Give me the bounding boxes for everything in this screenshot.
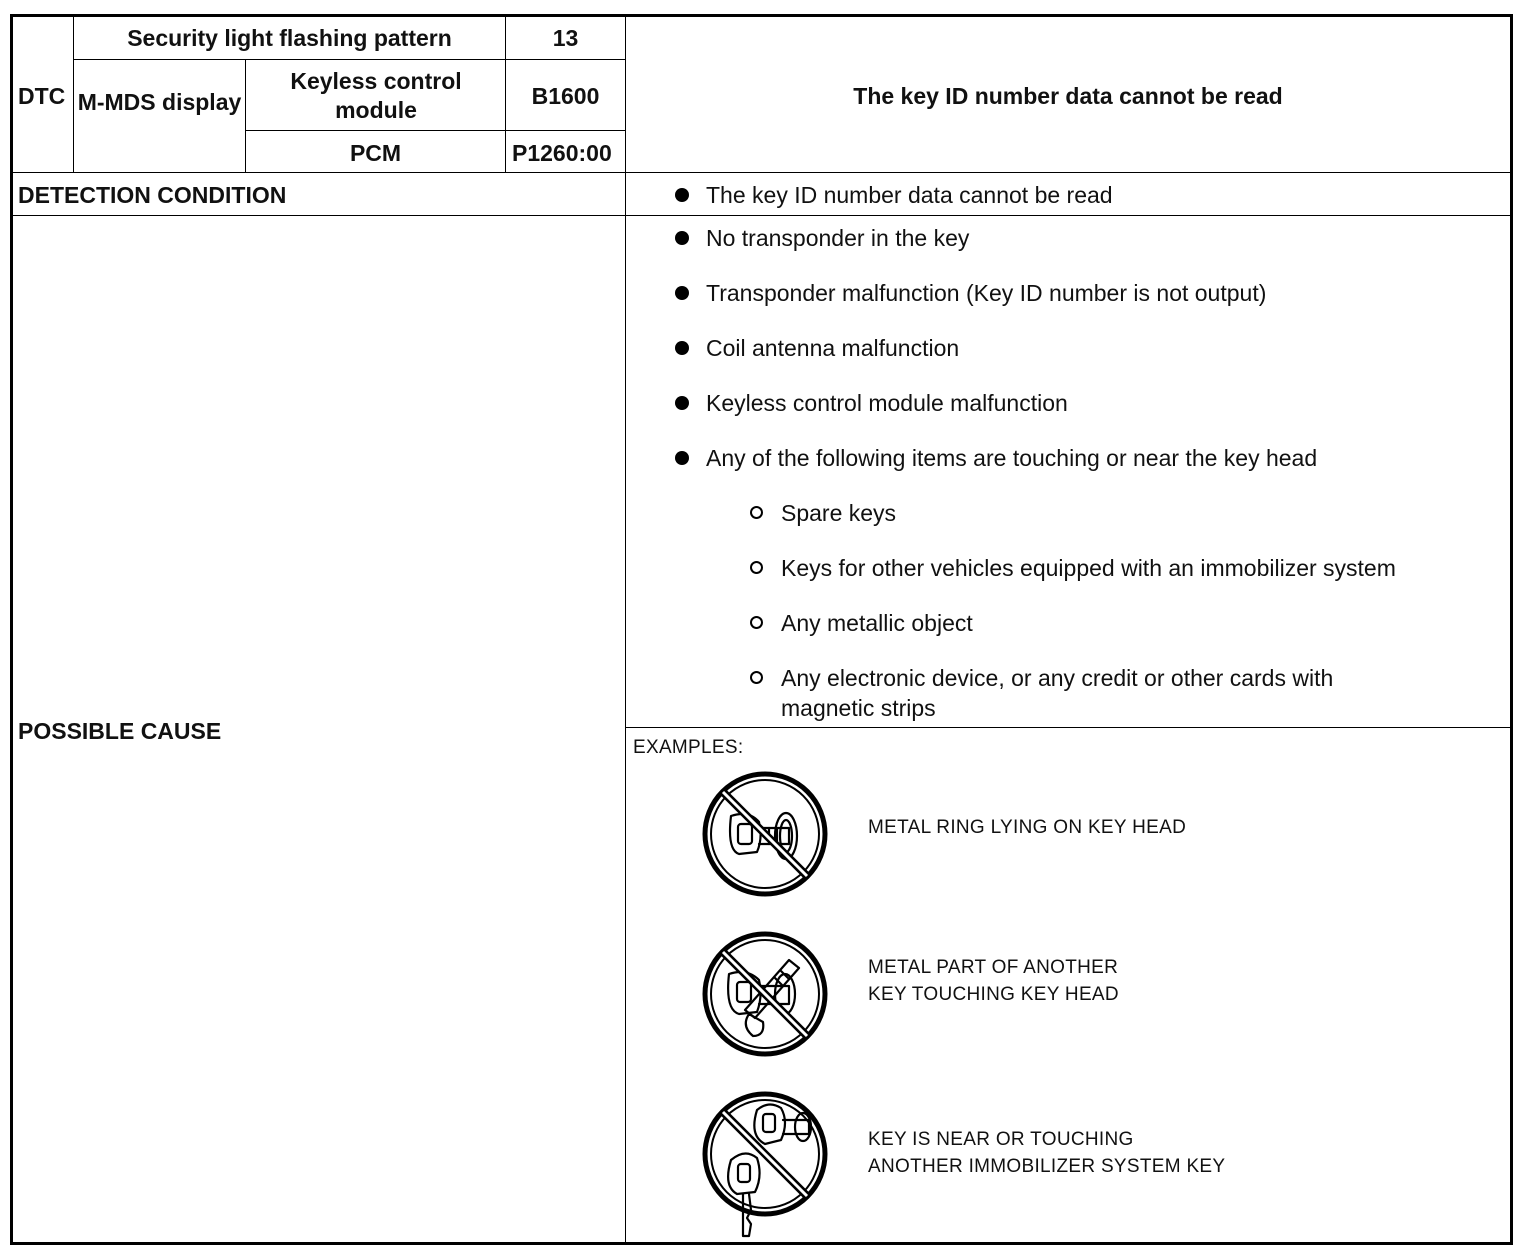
bullet-icon	[675, 396, 689, 410]
security-light-value: 13	[552, 25, 579, 51]
cause-item-text: Any of the following items are touching or near the key head	[706, 445, 1318, 471]
no-immobilizer-key-icon	[693, 1086, 838, 1244]
bullet-icon	[675, 341, 689, 355]
bullet-icon	[675, 286, 689, 300]
no-metal-ring-icon	[693, 766, 838, 901]
security-light-label: Security light flashing pattern	[127, 25, 452, 51]
cause-subitem-text: Any metallic object	[781, 610, 973, 636]
no-other-key-icon	[693, 926, 838, 1061]
hollow-bullet-icon	[750, 506, 763, 519]
pcm-dtc-value: P1260:00	[512, 140, 612, 166]
cause-subitem-text: Spare keys	[781, 500, 897, 526]
detection-condition-label: DETECTION CONDITION	[18, 182, 287, 208]
bullet-icon	[675, 231, 689, 245]
keyless-dtc-value: B1600	[531, 83, 600, 109]
hollow-bullet-icon	[750, 561, 763, 574]
cause-item-text: Keyless control module malfunction	[706, 390, 1068, 416]
mmds-display-label	[74, 87, 245, 117]
example-caption-line: KEY IS NEAR OR TOUCHING	[868, 1129, 1134, 1150]
mmds-display-text: M-MDS display	[77, 89, 242, 115]
examples-label: EXAMPLES:	[633, 737, 744, 758]
hollow-bullet-icon	[750, 616, 763, 629]
bullet-icon	[675, 188, 689, 202]
dtc-label: DTC	[18, 83, 66, 109]
cause-item-text: Transponder malfunction (Key ID number is not output)	[706, 280, 1267, 306]
detection-item-text: The key ID number data cannot be read	[706, 182, 1113, 208]
possible-cause-label: POSSIBLE CAUSE	[18, 718, 222, 744]
dtc-title: The key ID number data cannot be read	[853, 83, 1283, 109]
example-caption-line: METAL RING LYING ON KEY HEAD	[868, 817, 1187, 838]
example-caption-line: ANOTHER IMMOBILIZER SYSTEM KEY	[868, 1156, 1226, 1177]
keyless-control-module-text: Keyless control module	[290, 68, 462, 123]
hollow-bullet-icon	[750, 671, 763, 684]
cause-subitem-text: Keys for other vehicles equipped with an immobilizer system	[781, 555, 1396, 581]
example-caption-line: KEY TOUCHING KEY HEAD	[868, 984, 1119, 1005]
pcm-label: PCM	[349, 140, 402, 166]
keyless-control-module-label	[270, 67, 482, 125]
example-caption-line: METAL PART OF ANOTHER	[868, 957, 1119, 978]
cause-subitem-text-continued: magnetic strips	[781, 695, 936, 721]
cause-subitem-text: Any electronic device, or any credit or other cards with	[781, 665, 1334, 691]
cause-item-text: No transponder in the key	[706, 225, 970, 251]
bullet-icon	[675, 451, 689, 465]
cause-item-text: Coil antenna malfunction	[706, 335, 960, 361]
